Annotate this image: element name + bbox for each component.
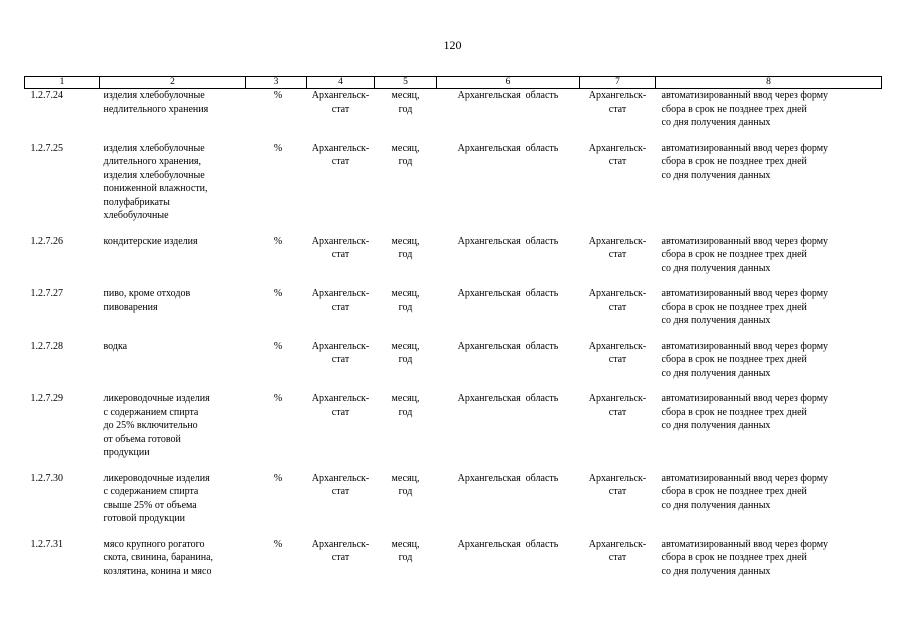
unit-of-measure-cell — [246, 142, 307, 223]
indicator-name-line: готовой продукции — [103, 513, 186, 524]
territory-cell — [437, 287, 580, 328]
indicator-name-cell — [100, 340, 246, 381]
indicator-name-cell — [100, 472, 246, 526]
indicator-code: 1.2.7.31 — [30, 538, 63, 550]
data-provider-cell — [580, 89, 656, 130]
row-spacer — [25, 380, 882, 392]
indicator-name-line: мясо крупного рогатого — [103, 538, 205, 550]
data-provider-line: Архангельск- — [588, 393, 647, 404]
row-spacer — [25, 223, 882, 235]
data-source-line: стат — [331, 406, 350, 418]
input-method-cell — [656, 392, 882, 460]
table-body — [25, 89, 882, 579]
table-row — [25, 235, 882, 276]
row-spacer — [25, 275, 882, 287]
territory: Архангельская область — [457, 142, 559, 154]
periodicity-line: месяц, — [391, 142, 420, 154]
data-provider-line: стат — [608, 486, 627, 497]
periodicity-line: месяц, — [391, 235, 420, 247]
territory: Архангельская область — [457, 538, 559, 550]
table-row — [25, 89, 882, 130]
input-method-line: автоматизированный ввод через форму — [661, 288, 829, 299]
indicator-name-line: полуфабрикаты — [103, 196, 170, 208]
data-source-cell — [307, 89, 375, 130]
periodicity-cell — [375, 392, 437, 460]
column-header-7: 7 — [580, 77, 656, 89]
unit-of-measure-cell — [246, 287, 307, 328]
data-source-line: Архангельск- — [311, 142, 370, 154]
indicator-name-line: хлебобулочные — [103, 210, 169, 221]
periodicity-line: месяц, — [391, 472, 420, 484]
indicator-name-line: до 25% включительно — [103, 420, 198, 431]
data-provider-line: Архангельск- — [588, 90, 647, 101]
indicator-code: 1.2.7.28 — [30, 340, 63, 352]
input-method-cell — [656, 142, 882, 223]
row-spacer — [25, 460, 882, 472]
periodicity-line: месяц, — [391, 393, 420, 404]
indicator-name-line: водка — [103, 340, 128, 352]
indicator-name-line: изделия хлебобулочные — [103, 169, 205, 181]
unit-of-measure-cell — [246, 538, 307, 579]
table-row — [25, 142, 882, 223]
input-method-line: со дня получения данных — [661, 565, 771, 577]
unit-of-measure: % — [273, 472, 283, 484]
row-spacer-cell — [25, 130, 882, 142]
data-provider-line: Архангельск- — [588, 340, 647, 352]
territory-cell — [437, 538, 580, 579]
periodicity-cell — [375, 287, 437, 328]
row-spacer — [25, 526, 882, 538]
table-row — [25, 538, 882, 579]
indicator-code-cell — [25, 287, 100, 328]
periodicity-line: месяц, — [391, 538, 420, 550]
data-provider-line: стат — [608, 249, 627, 260]
row-spacer — [25, 130, 882, 142]
unit-of-measure: % — [273, 142, 283, 154]
unit-of-measure: % — [273, 538, 283, 550]
indicator-code-cell — [25, 472, 100, 526]
territory: Архангельская область — [457, 472, 559, 484]
indicator-name-line: с содержанием спирта — [103, 486, 199, 497]
table-row — [25, 340, 882, 381]
column-header-1: 1 — [25, 77, 100, 89]
indicator-code: 1.2.7.24 — [30, 90, 63, 101]
row-spacer-cell — [25, 526, 882, 538]
data-provider-line: Архангельск- — [588, 142, 647, 154]
territory: Архангельская область — [457, 393, 559, 404]
input-method-line: сбора в срок не позднее трех дней — [661, 354, 807, 365]
data-provider-cell — [580, 538, 656, 579]
data-source-cell — [307, 392, 375, 460]
periodicity-line: год — [398, 552, 413, 563]
input-method-line: автоматизированный ввод через форму — [661, 393, 829, 404]
unit-of-measure-cell — [246, 340, 307, 381]
indicator-code-cell — [25, 142, 100, 223]
input-method-line: со дня получения данных — [661, 315, 771, 326]
input-method-cell — [656, 340, 882, 381]
data-source-line: Архангельск- — [311, 538, 370, 550]
data-source-line: стат — [331, 552, 350, 563]
input-method-line: автоматизированный ввод через форму — [661, 90, 829, 101]
column-header-4: 4 — [307, 77, 375, 89]
data-source-line: стат — [331, 249, 350, 260]
input-method-cell — [656, 89, 882, 130]
data-source-line: Архангельск- — [311, 288, 370, 299]
unit-of-measure-cell — [246, 472, 307, 526]
periodicity-line: год — [398, 354, 413, 365]
territory-cell — [437, 235, 580, 276]
row-spacer-cell — [25, 460, 882, 472]
row-spacer — [25, 328, 882, 340]
indicator-name-line: козлятина, конина и мясо — [103, 565, 212, 577]
input-method-line: автоматизированный ввод через форму — [661, 142, 829, 154]
input-method-cell — [656, 287, 882, 328]
territory: Архангельская область — [457, 235, 559, 247]
periodicity-line: год — [398, 486, 413, 497]
territory-cell — [437, 89, 580, 130]
data-provider-line: Архангельск- — [588, 288, 647, 299]
indicator-name-line: от объема готовой — [103, 433, 181, 445]
column-header-3: 3 — [246, 77, 307, 89]
column-header-2: 2 — [100, 77, 246, 89]
indicator-name-cell — [100, 235, 246, 276]
input-method-line: со дня получения данных — [661, 262, 771, 274]
indicator-name-line: изделия хлебобулочные — [103, 142, 205, 154]
page-number: 120 — [443, 38, 462, 52]
input-method-line: сбора в срок не позднее трех дней — [661, 406, 807, 418]
data-source-line: Архангельск- — [311, 235, 370, 247]
periodicity-cell — [375, 235, 437, 276]
data-provider-cell — [580, 392, 656, 460]
indicator-name-line: длительного хранения, — [103, 156, 202, 167]
indicator-name-cell — [100, 287, 246, 328]
indicator-name-cell — [100, 89, 246, 130]
periodicity-line: год — [398, 301, 413, 313]
territory: Архангельская область — [457, 288, 559, 299]
data-source-cell — [307, 235, 375, 276]
data-source-line: стат — [331, 354, 350, 365]
input-method-cell — [656, 538, 882, 579]
indicator-table — [24, 76, 882, 578]
unit-of-measure-cell — [246, 392, 307, 460]
indicator-code: 1.2.7.27 — [30, 288, 63, 299]
territory-cell — [437, 340, 580, 381]
input-method-line: сбора в срок не позднее трех дней — [661, 301, 807, 313]
data-provider-cell — [580, 287, 656, 328]
header-row — [25, 77, 882, 89]
indicator-name-line: пониженной влажности, — [103, 183, 208, 194]
data-provider-line: Архангельск- — [588, 235, 647, 247]
indicator-name-cell — [100, 142, 246, 223]
unit-of-measure: % — [273, 288, 283, 299]
indicator-name-line: ликероводочные изделия — [103, 472, 210, 484]
indicator-code: 1.2.7.25 — [30, 142, 63, 154]
periodicity-cell — [375, 472, 437, 526]
input-method-line: со дня получения данных — [661, 420, 771, 431]
table-row — [25, 287, 882, 328]
indicator-name-line: кондитерские изделия — [103, 235, 198, 247]
periodicity-cell — [375, 538, 437, 579]
indicator-name-cell — [100, 538, 246, 579]
data-source-cell — [307, 287, 375, 328]
data-source-line: стат — [331, 156, 350, 167]
data-source-line: Архангельск- — [311, 472, 370, 484]
column-header-5: 5 — [375, 77, 437, 89]
unit-of-measure-cell — [246, 89, 307, 130]
data-provider-cell — [580, 340, 656, 381]
table-row — [25, 472, 882, 526]
input-method-line: сбора в срок не позднее трех дней — [661, 156, 807, 167]
data-provider-line: стат — [608, 354, 627, 365]
periodicity-line: год — [398, 156, 413, 167]
data-source-line: стат — [331, 301, 350, 313]
input-method-line: сбора в срок не позднее трех дней — [661, 486, 807, 497]
data-provider-cell — [580, 142, 656, 223]
indicator-name-line: пивоварения — [103, 301, 158, 313]
data-source-cell — [307, 538, 375, 579]
periodicity-line: год — [398, 406, 413, 418]
indicator-name-line: продукции — [103, 447, 150, 458]
territory-cell — [437, 142, 580, 223]
territory-cell — [437, 472, 580, 526]
data-source-cell — [307, 340, 375, 381]
table-row — [25, 392, 882, 460]
periodicity-line: год — [398, 249, 413, 260]
input-method-line: со дня получения данных — [661, 499, 771, 511]
data-provider-line: Архангельск- — [588, 472, 647, 484]
indicator-name-line: изделия хлебобулочные — [103, 90, 205, 101]
row-spacer-cell — [25, 275, 882, 287]
periodicity-cell — [375, 340, 437, 381]
unit-of-measure: % — [273, 393, 283, 404]
indicator-code: 1.2.7.26 — [30, 235, 63, 247]
data-provider-line: стат — [608, 406, 627, 418]
indicator-name-line: свыше 25% от объема — [103, 499, 197, 511]
indicator-name-cell — [100, 392, 246, 460]
indicator-code-cell — [25, 235, 100, 276]
territory-cell — [437, 392, 580, 460]
unit-of-measure: % — [273, 235, 283, 247]
data-provider-line: стат — [608, 103, 627, 115]
indicator-code-cell — [25, 340, 100, 381]
data-source-cell — [307, 142, 375, 223]
indicator-name-line: пиво, кроме отходов — [103, 288, 191, 299]
data-source-line: Архангельск- — [311, 90, 370, 101]
input-method-cell — [656, 235, 882, 276]
territory: Архангельская область — [457, 90, 559, 101]
input-method-line: автоматизированный ввод через форму — [661, 235, 829, 247]
periodicity-cell — [375, 89, 437, 130]
indicator-code-cell — [25, 538, 100, 579]
input-method-line: со дня получения данных — [661, 117, 771, 128]
input-method-line: сбора в срок не позднее трех дней — [661, 249, 807, 260]
indicator-name-line: скота, свинина, баранина, — [103, 552, 214, 563]
unit-of-measure-cell — [246, 235, 307, 276]
column-header-6: 6 — [437, 77, 580, 89]
column-header-8: 8 — [656, 77, 882, 89]
indicator-name-line: ликероводочные изделия — [103, 393, 210, 404]
indicator-code: 1.2.7.30 — [30, 472, 63, 484]
data-provider-cell — [580, 235, 656, 276]
input-method-cell — [656, 472, 882, 526]
input-method-line: со дня получения данных — [661, 367, 771, 379]
periodicity-line: год — [398, 103, 413, 115]
periodicity-line: месяц, — [391, 90, 420, 101]
input-method-line: автоматизированный ввод через форму — [661, 472, 829, 484]
indicator-code: 1.2.7.29 — [30, 393, 63, 404]
data-source-line: стат — [331, 103, 350, 115]
data-provider-cell — [580, 472, 656, 526]
territory: Архангельская область — [457, 340, 559, 352]
indicator-code-cell — [25, 89, 100, 130]
row-spacer-cell — [25, 223, 882, 235]
data-provider-line: Архангельск- — [588, 538, 647, 550]
input-method-line: со дня получения данных — [661, 169, 771, 181]
periodicity-line: месяц, — [391, 288, 420, 299]
row-spacer-cell — [25, 380, 882, 392]
data-source-line: стат — [331, 486, 350, 497]
indicator-name-line: с содержанием спирта — [103, 406, 199, 418]
input-method-line: автоматизированный ввод через форму — [661, 538, 829, 550]
input-method-line: сбора в срок не позднее трех дней — [661, 552, 807, 563]
data-source-line: Архангельск- — [311, 340, 370, 352]
indicator-name-line: недлительного хранения — [103, 103, 209, 115]
unit-of-measure: % — [273, 340, 283, 352]
indicator-code-cell — [25, 392, 100, 460]
data-source-line: Архангельск- — [311, 393, 370, 404]
periodicity-cell — [375, 142, 437, 223]
unit-of-measure: % — [273, 90, 283, 101]
data-provider-line: стат — [608, 552, 627, 563]
input-method-line: автоматизированный ввод через форму — [661, 340, 829, 352]
data-source-cell — [307, 472, 375, 526]
data-provider-line: стат — [608, 156, 627, 167]
periodicity-line: месяц, — [391, 340, 420, 352]
data-provider-line: стат — [608, 301, 627, 313]
row-spacer-cell — [25, 328, 882, 340]
input-method-line: сбора в срок не позднее трех дней — [661, 103, 807, 115]
